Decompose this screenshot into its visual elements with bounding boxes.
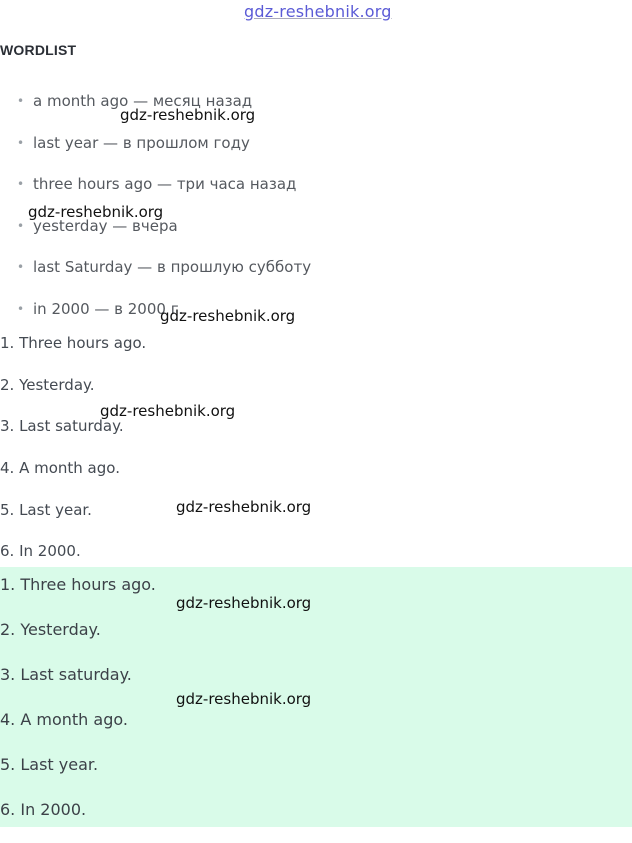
watermark-text: gdz-reshebnik.org	[28, 203, 164, 221]
watermark-text: gdz-reshebnik.org	[100, 402, 236, 420]
highlighted-answer-item: 6. In 2000.	[0, 800, 87, 819]
bullet-icon: •	[17, 218, 25, 233]
wordlist-item: • last Saturday — в прошлую субботу	[0, 256, 311, 298]
watermark-text: gdz-reshebnik.org	[176, 498, 312, 516]
bullet-icon: •	[17, 260, 25, 275]
bullet-icon: •	[17, 301, 25, 316]
watermark-text: gdz-reshebnik.org	[120, 106, 256, 124]
answer-item: 2. Yesterday.	[0, 375, 95, 394]
answer-item: 5. Last year.	[0, 500, 92, 519]
highlighted-answers-list	[0, 573, 156, 843]
wordlist-item: • three hours ago — три часа назад	[0, 173, 311, 215]
highlighted-answer-item: 3. Last saturday.	[0, 665, 132, 684]
wordlist-item: • last year — в прошлом году	[0, 132, 311, 174]
bullet-icon: •	[17, 135, 25, 150]
site-watermark-link[interactable]: gdz-reshebnik.org	[244, 2, 392, 21]
answers-list	[0, 332, 146, 582]
wordlist-item: • yesterday — вчера	[0, 215, 311, 257]
highlighted-answer-item: 4. A month ago.	[0, 710, 128, 729]
highlighted-answer-item: 1. Three hours ago.	[0, 575, 156, 594]
answer-item: 3. Last saturday.	[0, 417, 124, 436]
answer-item: 4. A month ago.	[0, 459, 120, 478]
highlighted-answer-item: 5. Last year.	[0, 755, 99, 774]
answer-item: 6. In 2000.	[0, 542, 81, 561]
wordlist-heading: WORDLIST	[0, 42, 77, 58]
wordlist-item: • in 2000 — в 2000 г.	[0, 298, 311, 340]
watermark-text: gdz-reshebnik.org	[176, 690, 312, 708]
watermark-text: gdz-reshebnik.org	[176, 594, 312, 612]
wordlist-item: • a month ago — месяц назад	[0, 90, 311, 132]
answer-item: 1. Three hours ago.	[0, 334, 147, 352]
bullet-icon: •	[17, 94, 25, 108]
bullet-icon: •	[17, 177, 25, 192]
highlighted-answer-item: 2. Yesterday.	[0, 620, 101, 639]
watermark-text: gdz-reshebnik.org	[160, 307, 296, 325]
